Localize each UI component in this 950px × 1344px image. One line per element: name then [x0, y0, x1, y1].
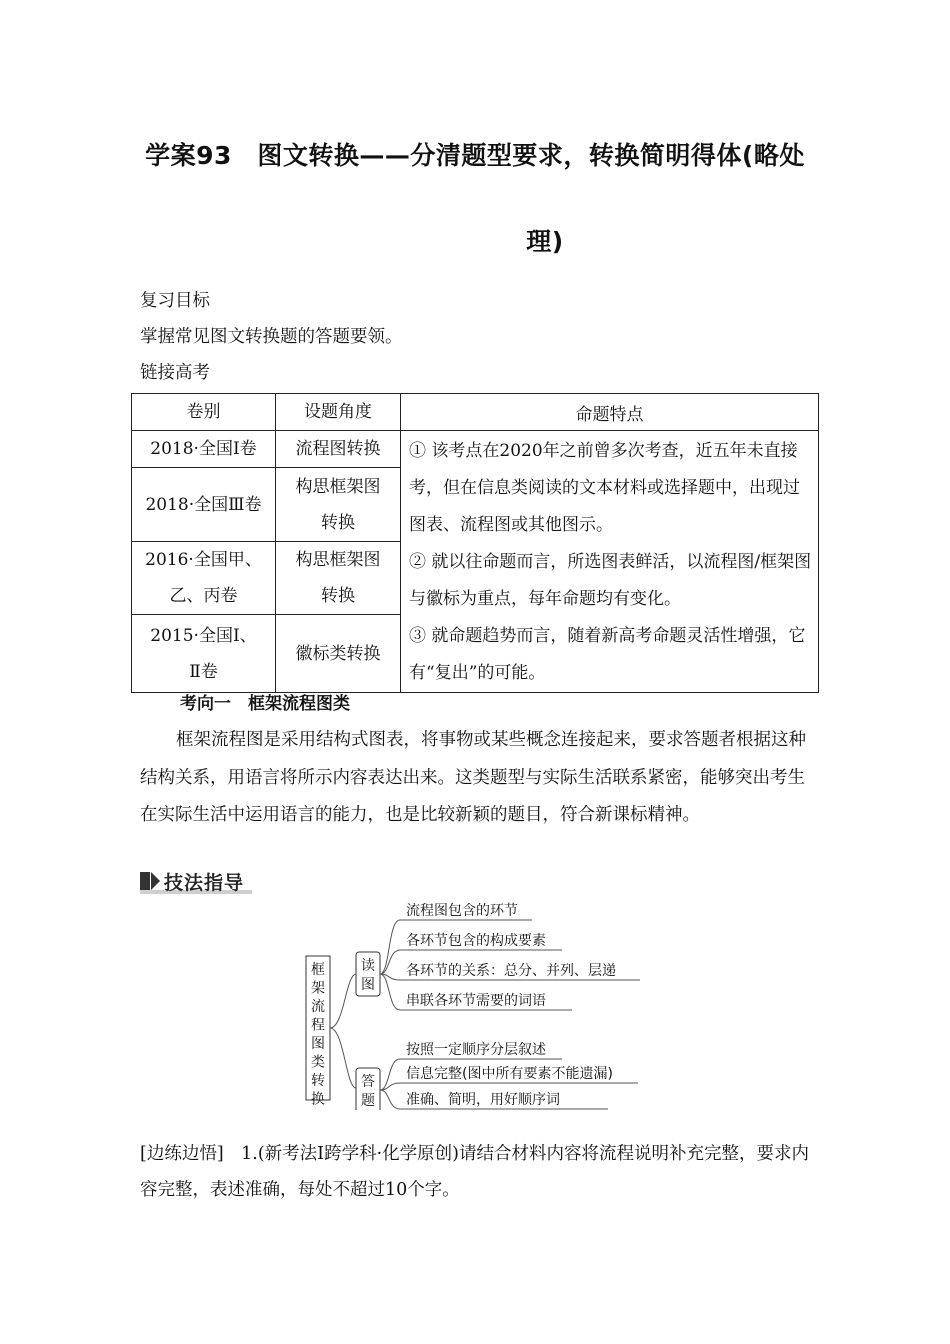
feature-3: ③ 就命题趋势而言，随着新高考命题灵活性增强，它有“复出”的可能。 — [409, 626, 806, 683]
diagram-root-char: 架 — [311, 980, 325, 997]
section-body — [140, 722, 815, 835]
paper-cell — [132, 468, 276, 542]
diagram-branch-labels — [361, 957, 375, 1109]
paper-cell — [132, 615, 276, 693]
angle-text: 徽标类转换 — [295, 643, 381, 664]
angle-cell — [276, 615, 401, 693]
angle-text: 构思框架图 — [295, 476, 381, 497]
review-goal-text: 掌握常见图文转换题的答题要领。 — [140, 327, 403, 347]
angle-cell — [276, 468, 401, 542]
diagram-root-char: 图 — [311, 1036, 325, 1052]
diagram-connector — [330, 1028, 356, 1088]
exam-table — [131, 393, 819, 693]
exercise-text: 1.(新考法Ⅰ跨学科·化学原创)请结合材料内容将流程说明补充完整，要求内容完整，表述准确，每处不超过10个字。 — [140, 1144, 809, 1200]
page-title-line2: 理) — [526, 227, 564, 256]
paper-text: 2018·全国Ⅲ卷 — [145, 494, 262, 515]
diagram-leaf-labels — [406, 902, 616, 1108]
diagram-leaf-label: 各环节的关系：总分、并列、层递 — [406, 963, 616, 979]
diagram-branch-char: 图 — [361, 977, 375, 993]
paper-text: 2016·全国甲、 — [145, 550, 262, 571]
diagram-leaf-connector — [380, 1083, 638, 1090]
features-cell — [401, 431, 819, 693]
header-angle: 设题角度 — [276, 394, 401, 431]
exercise-paragraph — [140, 1136, 820, 1208]
feature-1: ① 该考点在2020年之前曾多次考查，近五年未直接考，但在信息类阅读的文本材料或选择题中，出现过图表、流程图或其他图示。 — [409, 441, 800, 535]
angle-cell — [276, 541, 401, 615]
banner-bar-icon — [140, 872, 150, 890]
exam-table-header-row — [132, 394, 819, 431]
diagram-branch-char: 题 — [361, 1093, 375, 1109]
paper-text: Ⅱ卷 — [189, 661, 218, 682]
table-row — [132, 431, 819, 468]
exercise-tag: [边练边悟] — [140, 1144, 224, 1164]
banner-label: 技法指导 — [164, 872, 245, 894]
diagram-leaf-label: 信息完整(图中所有要素不能遗漏) — [406, 1066, 613, 1082]
page-title-line1: 学案93 图文转换——分清题型要求，转换简明得体(略处 — [145, 141, 805, 170]
section-body-text: 框架流程图是采用结构式图表，将事物或某些概念连接起来，要求答题者根据这种结构关系，用语言将所示内容表达出来。这类题型与实际生活联系紧密，能够突出考生在实际生活中运用语言的能力，也是比较新颖的题目，符合新课标精神。 — [140, 730, 806, 825]
diagram-root-char: 流 — [311, 999, 325, 1015]
angle-text: 转换 — [321, 586, 355, 607]
paper-text: 2015·全国Ⅰ、 — [150, 625, 257, 646]
diagram-connector — [330, 974, 356, 1028]
banner-arrow-icon — [151, 872, 160, 890]
angle-text: 转换 — [321, 512, 355, 533]
diagram-root-char: 转 — [311, 1073, 325, 1089]
paper-cell — [132, 541, 276, 615]
diagram-branch-char: 读 — [361, 958, 375, 974]
paper-cell — [132, 431, 276, 468]
diagram-root-char: 类 — [311, 1054, 325, 1071]
paper-text: 乙、丙卷 — [169, 586, 238, 607]
diagram-root-label — [311, 961, 325, 1108]
section-heading: 考向一 框架流程图类 — [180, 694, 350, 714]
framework-diagram — [300, 900, 660, 1110]
diagram-root-char: 框 — [311, 962, 325, 978]
diagram-root-char: 换 — [311, 1091, 325, 1108]
angle-text: 构思框架图 — [295, 550, 381, 571]
diagram-leaf-label: 按照一定顺序分层叙述 — [406, 1042, 546, 1058]
diagram-leaf-label: 串联各环节需要的词语 — [406, 993, 546, 1009]
angle-text: 流程图转换 — [295, 439, 381, 460]
paper-text: 2018·全国Ⅰ卷 — [150, 439, 257, 460]
diagram-root-char: 程 — [311, 1017, 325, 1034]
review-goal-heading: 复习目标 — [140, 291, 210, 311]
link-exam-heading: 链接高考 — [140, 363, 210, 383]
header-features: 命题特点 — [401, 394, 819, 431]
header-paper: 卷别 — [132, 394, 276, 431]
angle-cell — [276, 431, 401, 468]
diagram-leaf-label: 流程图包含的环节 — [406, 903, 518, 919]
diagram-leaf-label: 准确、简明，用好顺序词 — [406, 1092, 560, 1108]
feature-2: ② 就以往命题而言，所选图表鲜活，以流程图/框架图与徽标为重点，每年命题均有变化。 — [409, 552, 812, 609]
diagram-leaf-label: 各环节包含的构成要素 — [406, 933, 546, 949]
diagram-branch-char: 答 — [361, 1074, 375, 1090]
technique-banner — [140, 870, 252, 894]
